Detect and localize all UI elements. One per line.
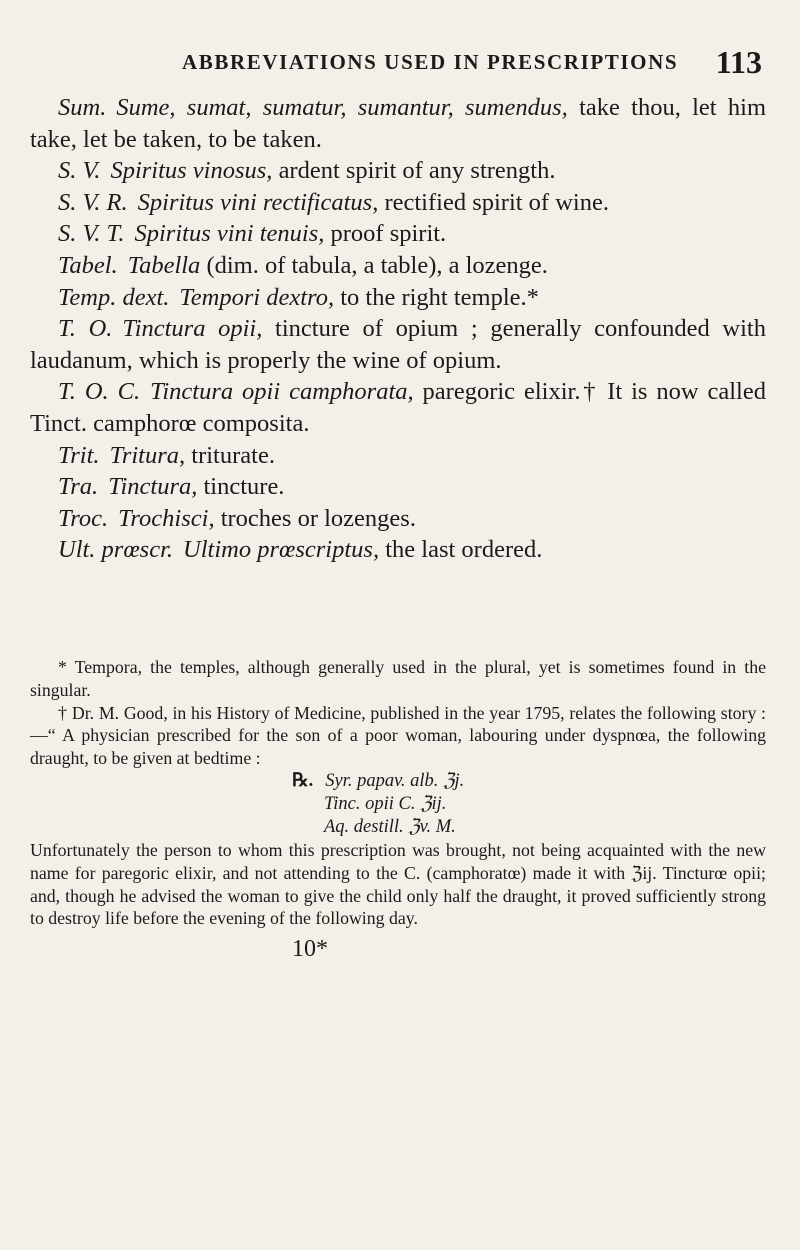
footnote-conclusion: Unfortunately the person to whom this prescription was brought, not being acquainted with the new name for paregoric elixir, and not attending to the C. (camphoratœ) made it with ℨij. Tincturœ opii; and, though he advised the woman to give the child only half the draught, it proved sufficiently strong to destroy life before the evening of the following day. — [30, 839, 766, 929]
entry-meaning: the last ordered. — [379, 536, 543, 564]
signature-mark: 10* — [292, 936, 328, 963]
entry-meaning: tincture. — [197, 473, 285, 501]
entry-latin: Tempori dextro, — [179, 283, 335, 311]
entry-tra — [30, 471, 766, 503]
entry-sv — [30, 155, 766, 187]
entry-abbr: S. V. R. — [58, 188, 128, 216]
prescription-line — [292, 770, 766, 793]
entry-meaning: take thou, let him take, let be taken, to be taken. — [30, 94, 766, 153]
entry-latin: Tritura, — [109, 441, 186, 469]
prescription-ingredient: Tinc. opii C. ℨij. — [324, 793, 447, 814]
footnotes — [30, 656, 766, 964]
entry-meaning: paregoric elixir.† It is now called Tinct. camphorœ composita. — [30, 378, 766, 437]
entry-abbr: Tra. — [58, 473, 99, 501]
recipe-symbol: ℞. — [292, 770, 314, 791]
entry-meaning: to the right temple.* — [334, 283, 539, 311]
footnote-tempora: * Tempora, the temples, although generally used in the plural, yet is sometimes found in the singular. — [30, 657, 766, 700]
entry-latin: Tabella — [127, 251, 201, 279]
entry-latin: Sume, sumat, sumatur, sumantur, sumendus, — [116, 94, 568, 121]
entry-tabel — [30, 250, 766, 282]
prescription-ingredient: Aq. destill. ℨv. M. — [324, 816, 456, 837]
entry-abbr: Sum. — [58, 94, 107, 121]
entry-abbr: S. V. — [58, 157, 101, 185]
entry-trit — [30, 440, 766, 472]
entry-abbr: S. V. T. — [58, 220, 125, 248]
entry-abbr: Trit. — [58, 441, 100, 469]
entry-meaning: (dim. of tabula, a table), a lozenge. — [200, 251, 548, 279]
entry-latin: Tinctura opii, — [122, 315, 263, 343]
entry-meaning: rectified spirit of wine. — [378, 188, 609, 216]
entry-abbr: Temp. dext. — [58, 283, 170, 311]
entry-ult-praescr — [30, 534, 766, 566]
entry-latin: Tinctura opii camphorata, — [150, 378, 414, 406]
prescription-block — [30, 770, 766, 839]
entry-meaning: tincture of opium ; generally confounded with laudanum, which is properly the wine of opium. — [30, 315, 766, 374]
entry-latin: Ultimo prœscriptus, — [183, 536, 380, 564]
entry-latin: Trochisci, — [118, 504, 215, 532]
entry-abbr: Ult. prœscr. — [58, 536, 174, 564]
entry-abbr: T. O. — [58, 315, 113, 343]
footnote-good-story: † Dr. M. Good, in his History of Medicine, published in the year 1795, relates the following story :—“ A physician prescribed for the son of a poor woman, labouring under dyspnœa, the following draught, to be given at bedtime : — [30, 702, 766, 769]
page-header — [40, 44, 768, 88]
entry-svt — [30, 218, 766, 250]
entry-svr — [30, 187, 766, 219]
entry-abbr: Troc. — [58, 504, 109, 532]
entry-latin: Spiritus vini rectificatus, — [137, 188, 379, 216]
prescription-line — [292, 793, 766, 816]
entry-latin: Tinctura, — [108, 473, 198, 501]
page-number: 113 — [715, 44, 762, 80]
main-text — [30, 92, 766, 566]
entry-meaning: triturate. — [185, 441, 275, 469]
entry-meaning: troches or lozenges. — [214, 504, 416, 532]
entry-meaning: ardent spirit of any strength. — [272, 157, 556, 185]
entry-sum — [30, 92, 766, 155]
entry-meaning: proof spirit. — [324, 220, 447, 248]
prescription-line — [292, 816, 766, 839]
entry-latin: Spiritus vinosus, — [110, 157, 273, 185]
entry-abbr: T. O. C. — [58, 378, 141, 406]
entry-abbr: Tabel. — [58, 251, 118, 279]
entry-to — [30, 313, 766, 376]
running-title: ABBREVIATIONS USED IN PRESCRIPTIONS — [182, 50, 679, 74]
prescription-ingredient: Syr. papav. alb. ℨj. — [325, 770, 465, 791]
entry-toc — [30, 376, 766, 439]
entry-temp-dext — [30, 282, 766, 314]
entry-latin: Spiritus vini tenuis, — [134, 220, 325, 248]
entry-troc — [30, 503, 766, 535]
